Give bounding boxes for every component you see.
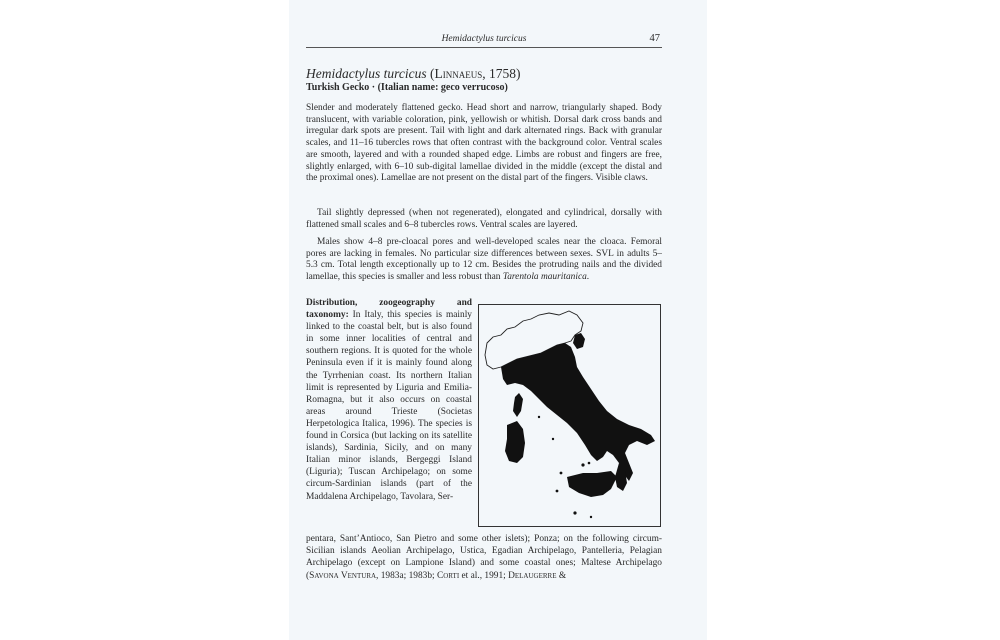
corsica-shaded (513, 393, 523, 417)
p3-text: Males show 4–8 pre-cloacal pores and well-developed scales near the cloaca. Femoral pores are lacking in females. No particular size differences between sexes. SVL in adults 5–5.3 cm. Total length exceptionally up to 12 cm. Besides the protruding nails and the divided lamellae, this species is smaller and less robust than (306, 237, 662, 283)
island-dot (573, 511, 576, 514)
citation-savona-ventura: Savona Ventura (309, 570, 377, 581)
italy-map-icon (479, 305, 660, 526)
sexual-dimorphism-paragraph (306, 237, 662, 284)
sardinia-shaded (505, 421, 525, 463)
p3-end: . (586, 272, 590, 283)
island-dot (581, 463, 584, 466)
dist-text-3: et al., 1991; (459, 570, 509, 581)
distribution-continued (306, 533, 662, 582)
species-heading (306, 66, 666, 82)
p3-species-italic: Tarentola mauritanica (502, 272, 587, 283)
species-authority: Linnaeus, 1758 (434, 66, 516, 81)
island-dot (560, 472, 563, 475)
peninsula-shaded (501, 343, 655, 481)
distribution-map (478, 304, 661, 527)
island-dot (590, 516, 592, 518)
citation-delaugerre: Delaugerre (508, 570, 557, 581)
citation-corti: Corti (436, 570, 460, 581)
dist-text-1: pentara, Sant’Antioco, San Pietro and some other islets); Ponza; on the following circum-Sicilian islands Aeolian Archipelago, Ustica, Egadian Archipelago, Pantelleria, Pelagian Archipelago (except on Lampione Island) and some coastal ones; Maltese Archipelago ( (306, 534, 662, 581)
authority-close: ) (515, 66, 521, 81)
sicily-shaded (567, 471, 617, 497)
island-dot (556, 490, 559, 493)
island-dot (588, 462, 591, 465)
running-head (306, 33, 662, 48)
authority-open: ( (426, 66, 435, 81)
dist-text-4: & (556, 570, 567, 581)
running-title: Hemidactylus turcicus (441, 34, 527, 44)
distribution-text: In Italy, this species is mainly linked to the coastal belt, but is also found in some inner localities of central and southern regions. It is quoted for the whole Peninsula even if it is mainly found along the Tyrrhenian coast. Its northern Italian limit is represented by Liguria and Emilia-Romagna, but it also occurs on coastal areas around Trieste (Societas Herpetologica Italica, 1996). The species is found in Corsica (but lacking on its satellite islands), Sardinia, Sicily, and on many Italian minor islands, Bergeggi Island (Liguria); Tuscan Archipelago; on some circum-Sardinian islands (part of the Maddalena Archipelago, Tavolara, Ser- (306, 310, 472, 502)
distribution-heading: Distribution, zoogeography and taxonomy: (306, 298, 472, 321)
island-dot (538, 416, 540, 418)
tail-paragraph: Tail slightly depressed (when not regenerated), elongated and cylindrical, dorsally with flattened small scales and 6–8 tubercles rows. Ventral scales are layered. (306, 208, 662, 230)
page-number: 47 (649, 33, 660, 44)
distribution-column (306, 297, 472, 503)
dist-text-2: , 1983a; 1983b; (376, 570, 437, 581)
island-dot (552, 438, 554, 440)
species-name: Hemidactylus turcicus (306, 66, 427, 81)
description-paragraph: Slender and moderately flattened gecko. Head short and narrow, triangularly shaped. Body translucent, with variable coloration, pink, yellowish or whitish. Dorsal dark cross bands and irregular dark spots are present. Tail with light and dark alternated rings. Back with granular scales, and 11–16 tubercles rows that often contrast with the background color. Ventral scales are smooth, layered and with a rounded shaped edge. Limbs are robust and fingers are free, slightly enlarged, with 6–10 sub-digital lamellae divided in the middle (except the distal and the proximal ones). Lamellae are not present on the distal part of the fingers. Visible claws. (306, 103, 662, 184)
common-name: Turkish Gecko · (Italian name: geco verrucoso) (306, 82, 508, 93)
